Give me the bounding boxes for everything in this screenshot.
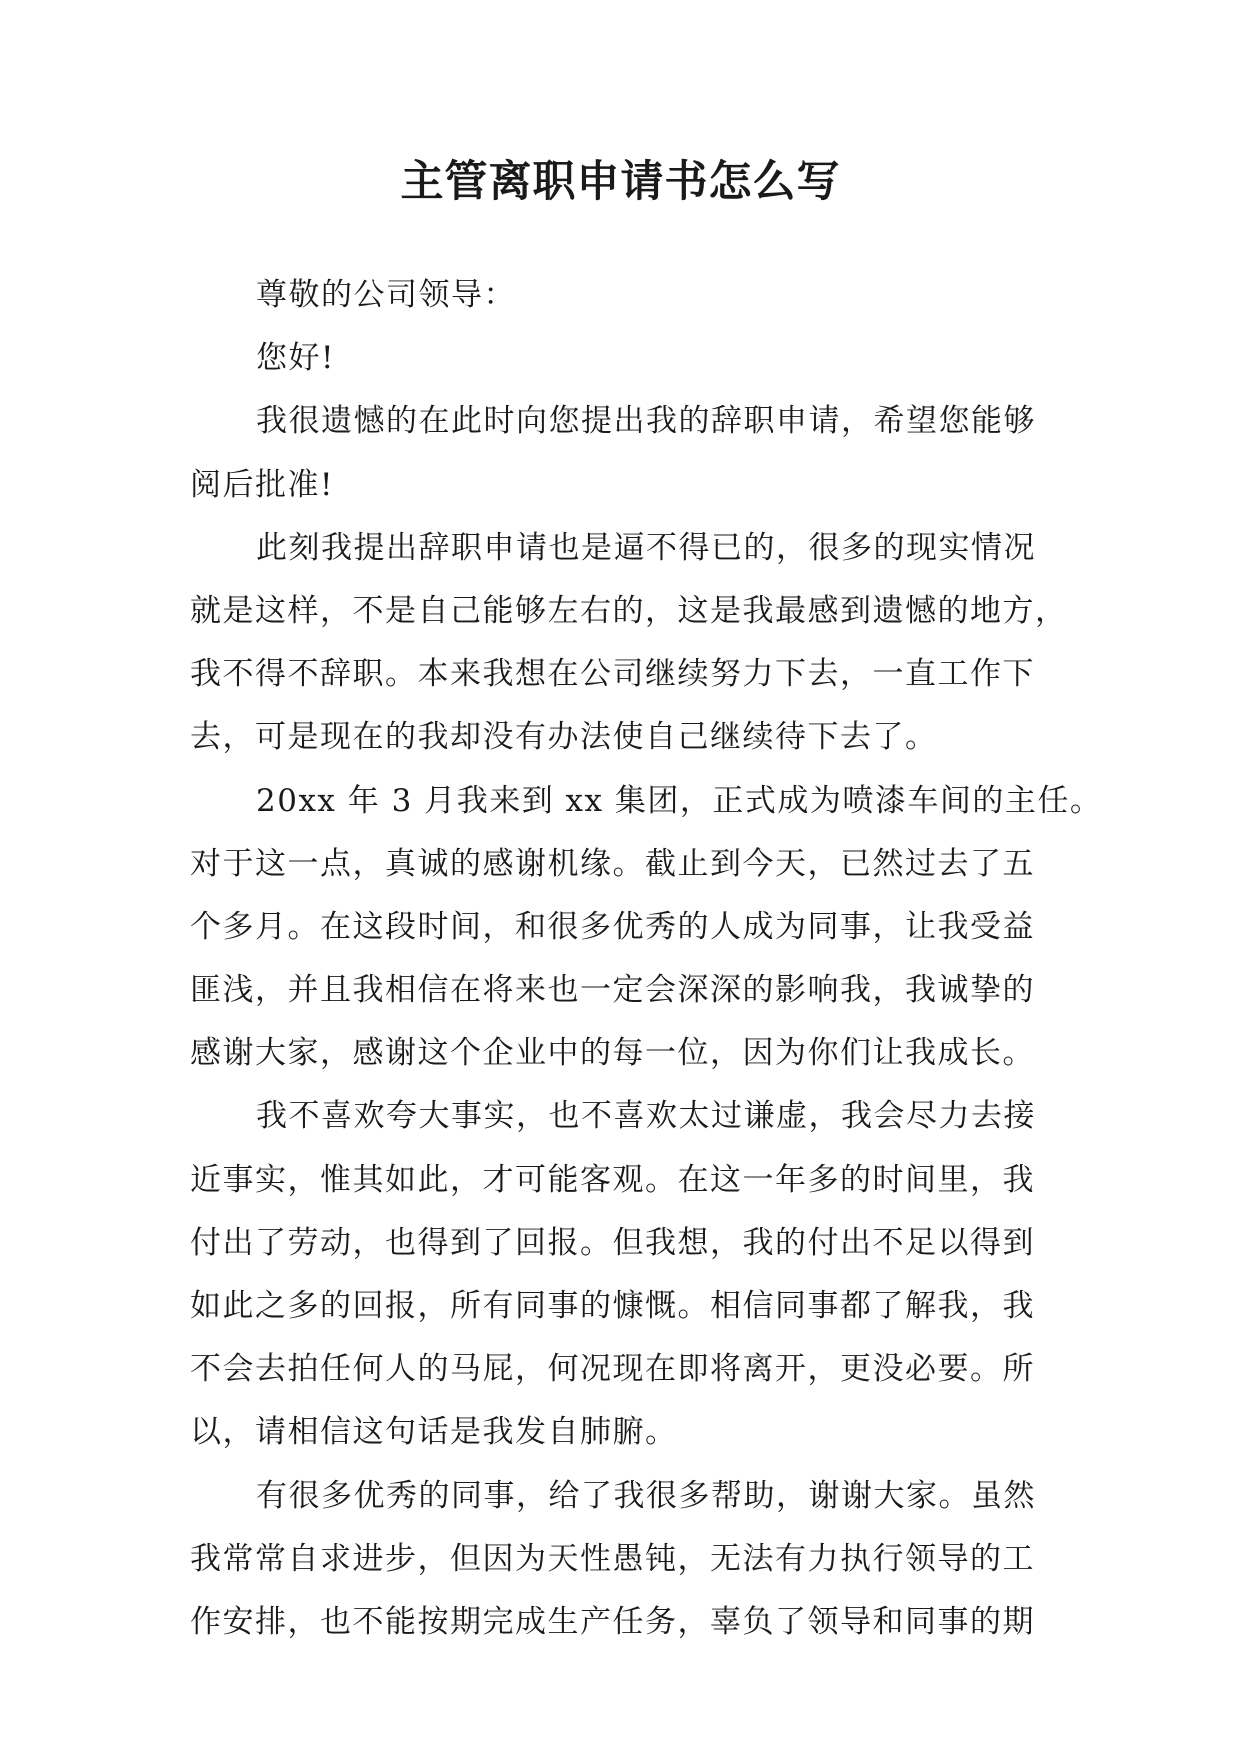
body-line: 我常常自求进步，但因为天性愚钝，无法有力执行领导的工 [190, 1540, 1035, 1577]
body-line: 阅后批准! [190, 466, 334, 503]
body-line: 如此之多的回报，所有同事的慷慨。相信同事都了解我，我 [190, 1288, 1035, 1324]
body-line: 个多月。在这段时间，和很多优秀的人成为同事，让我受益 [190, 908, 1035, 945]
body-line: 以，请相信这句话是我发自肺腑。 [190, 1414, 678, 1451]
body-line: 感谢大家，感谢这个企业中的每一位，因为你们让我成长。 [190, 1035, 1035, 1072]
document-title: 主管离职申请书怎么写 [400, 157, 841, 207]
body-line: 我不得不辞职。本来我想在公司继续努力下去，一直工作下 [190, 656, 1035, 693]
body-line: 匪浅，并且我相信在将来也一定会深深的影响我，我诚挚的 [190, 972, 1035, 1009]
body-line: 去，可是现在的我却没有办法使自己继续待下去了。 [190, 719, 938, 756]
document-body [190, 264, 1103, 1654]
body-line: 对于这一点，真诚的感谢机缘。截止到今天，已然过去了五 [190, 845, 1035, 882]
body-line: 我不喜欢夸大事实，也不喜欢太过谦虚，我会尽力去接 [256, 1098, 1036, 1135]
body-line: 付出了劳动，也得到了回报。但我想，我的付出不足以得到 [190, 1224, 1035, 1261]
body-line: 有很多优秀的同事，给了我很多帮助，谢谢大家。虽然 [256, 1477, 1036, 1514]
body-line: 此刻我提出辞职申请也是逼不得已的，很多的现实情况 [256, 529, 1036, 566]
body-line: 尊敬的公司领导： [256, 277, 516, 313]
body-line: 就是这样，不是自己能够左右的，这是我最感到遗憾的地方， [190, 592, 1068, 629]
body-line: 您好! [256, 340, 335, 377]
body-line: 20xx 年 3 月我来到 xx 集团，正式成为喷漆车间的主任。 [256, 782, 1103, 819]
body-line: 作安排，也不能按期完成生产任务，辜负了领导和同事的期 [190, 1603, 1035, 1640]
body-line: 不会去拍任何人的马屁，何况现在即将离开，更没必要。所 [190, 1351, 1035, 1388]
body-line: 我很遗憾的在此时向您提出我的辞职申请，希望您能够 [256, 403, 1036, 440]
body-line: 近事实，惟其如此，才可能客观。在这一年多的时间里，我 [190, 1161, 1035, 1198]
